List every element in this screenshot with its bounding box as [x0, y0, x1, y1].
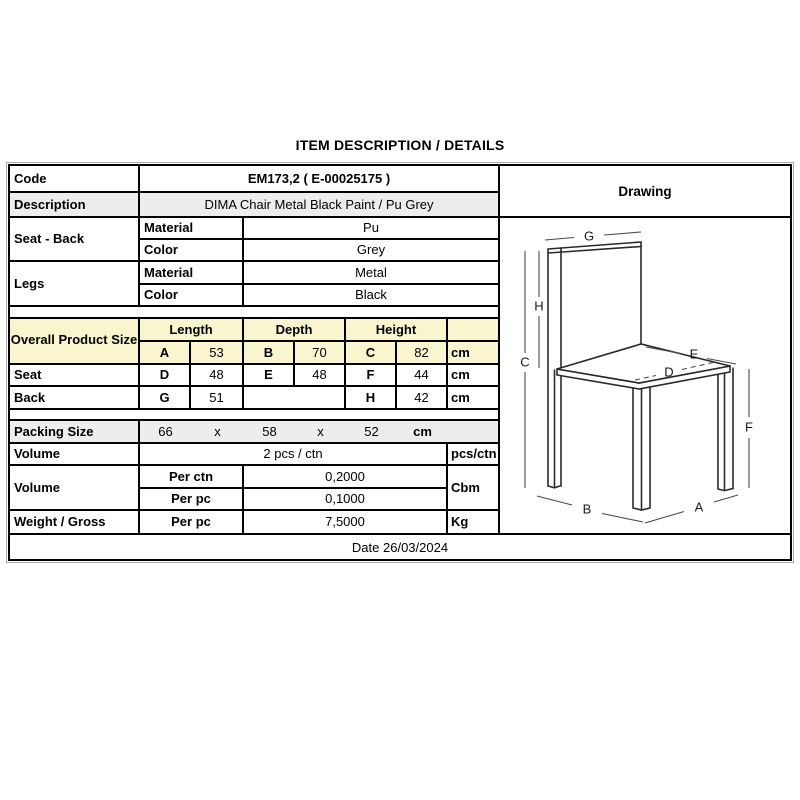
dim-key: D [140, 365, 191, 386]
weight-unit: Kg [451, 514, 469, 530]
material-label: Material [140, 262, 244, 283]
height-header: Height [346, 319, 448, 340]
packing-values [140, 421, 498, 442]
packing-x: x [214, 424, 221, 440]
drawing-area [500, 218, 790, 533]
page-title: ITEM DESCRIPTION / DETAILS [295, 137, 505, 153]
packing-dim1: 66 [158, 424, 173, 440]
overall-values-row [140, 342, 498, 363]
material-label: Material [140, 218, 244, 238]
legs-label: Legs [10, 262, 140, 305]
chair-drawing-svg [500, 218, 788, 530]
dim-value: 70 [295, 342, 346, 363]
dim-label-h: H [534, 298, 544, 314]
dim-value: 82 [397, 342, 448, 363]
dim-key: C [346, 342, 397, 363]
code-value: EM173,2 ( E-00025175 ) [247, 171, 391, 187]
volume-label: Volume [10, 444, 140, 464]
depth-header: Depth [244, 319, 346, 340]
material-value: Metal [355, 264, 387, 280]
dim-label-c: C [520, 354, 530, 370]
weight-row [10, 511, 498, 533]
packing-dim3: 52 [364, 424, 379, 440]
code-label: Code [10, 166, 140, 191]
volume-cbm-rows [140, 466, 448, 509]
length-header: Length [140, 319, 244, 340]
seat-back-label: Seat - Back [10, 218, 140, 260]
weight-value: 7,5000 [244, 511, 448, 533]
code-row [10, 166, 498, 193]
description-value: DIMA Chair Metal Black Paint / Pu Grey [204, 197, 434, 213]
dim-key: A [140, 342, 191, 363]
per-pc-row [140, 489, 448, 509]
volume-cbm-unit: Cbm [451, 479, 480, 495]
per-ctn-label: Per ctn [140, 466, 244, 487]
weight-key: Per pc [140, 511, 244, 533]
color-value: Black [355, 287, 387, 303]
dim-value: 51 [191, 387, 244, 408]
spacer-row [10, 307, 498, 319]
dim-label-b: B [582, 501, 592, 517]
dim-key: H [346, 387, 397, 408]
dim-value: 48 [191, 365, 244, 386]
dim-key: G [140, 387, 191, 408]
date-text: Date 26/03/2024 [351, 539, 449, 555]
size-header-section [10, 319, 498, 365]
description-label: Description [10, 193, 140, 215]
seat-back-rows [140, 218, 498, 260]
packing-dim2: 58 [262, 424, 277, 440]
empty-depth-cell [244, 387, 346, 408]
seat-back-section [10, 218, 498, 262]
dim-value: 48 [295, 365, 346, 386]
volume-cbm-section [10, 466, 498, 511]
packing-unit: cm [413, 424, 432, 440]
drawing-title: Drawing [500, 166, 790, 218]
seat-label: Seat [10, 365, 140, 386]
legs-rows [140, 262, 498, 305]
dim-value: 42 [397, 387, 448, 408]
dim-key: B [244, 342, 295, 363]
color-value: Grey [356, 242, 386, 258]
volume-pcs-row [10, 444, 498, 466]
volume-pcs-unit: pcs/ctn [451, 446, 497, 462]
size-header-rows [140, 319, 498, 363]
dim-label-d: D [664, 364, 674, 380]
packing-label: Packing Size [10, 421, 140, 442]
seat-back-material-row [140, 218, 498, 240]
color-label: Color [140, 240, 244, 260]
size-col-headers [140, 319, 498, 342]
dim-label-f: F [745, 419, 753, 435]
table-main [10, 166, 790, 535]
dim-key: F [346, 365, 397, 386]
unit-header-empty [448, 319, 498, 340]
dim-value: 44 [397, 365, 448, 386]
back-label: Back [10, 387, 140, 408]
spacer-row [10, 410, 498, 422]
dim-label-e: E [689, 346, 699, 362]
per-pc-label: Per pc [140, 489, 244, 509]
color-label: Color [140, 285, 244, 305]
dim-key: E [244, 365, 295, 386]
weight-label: Weight / Gross [10, 511, 140, 533]
volume-pcs-value: 2 pcs / ctn [140, 444, 448, 464]
per-pc-value: 0,1000 [244, 489, 448, 509]
dim-label-a: A [694, 499, 704, 515]
overall-size-label: Overall Product Size [10, 319, 140, 363]
legs-color-row [140, 285, 498, 305]
legs-material-row [140, 262, 498, 285]
seat-back-color-row [140, 240, 498, 260]
details-panel [10, 166, 500, 533]
seat-size-row [10, 365, 498, 388]
drawing-panel [500, 166, 790, 533]
per-ctn-value: 0,2000 [244, 466, 448, 487]
dim-label-g: G [583, 228, 595, 244]
spec-table [8, 164, 792, 561]
unit-cell: cm [448, 342, 498, 363]
unit-cell: cm [451, 389, 470, 405]
unit-cell: cm [451, 367, 470, 383]
back-size-row [10, 387, 498, 410]
packing-row [10, 421, 498, 444]
description-row [10, 193, 498, 217]
date-row [10, 535, 790, 559]
legs-section [10, 262, 498, 307]
per-ctn-row [140, 466, 448, 489]
volume-label: Volume [10, 466, 140, 509]
material-value: Pu [363, 220, 379, 236]
packing-x: x [317, 424, 324, 440]
dim-value: 53 [191, 342, 244, 363]
